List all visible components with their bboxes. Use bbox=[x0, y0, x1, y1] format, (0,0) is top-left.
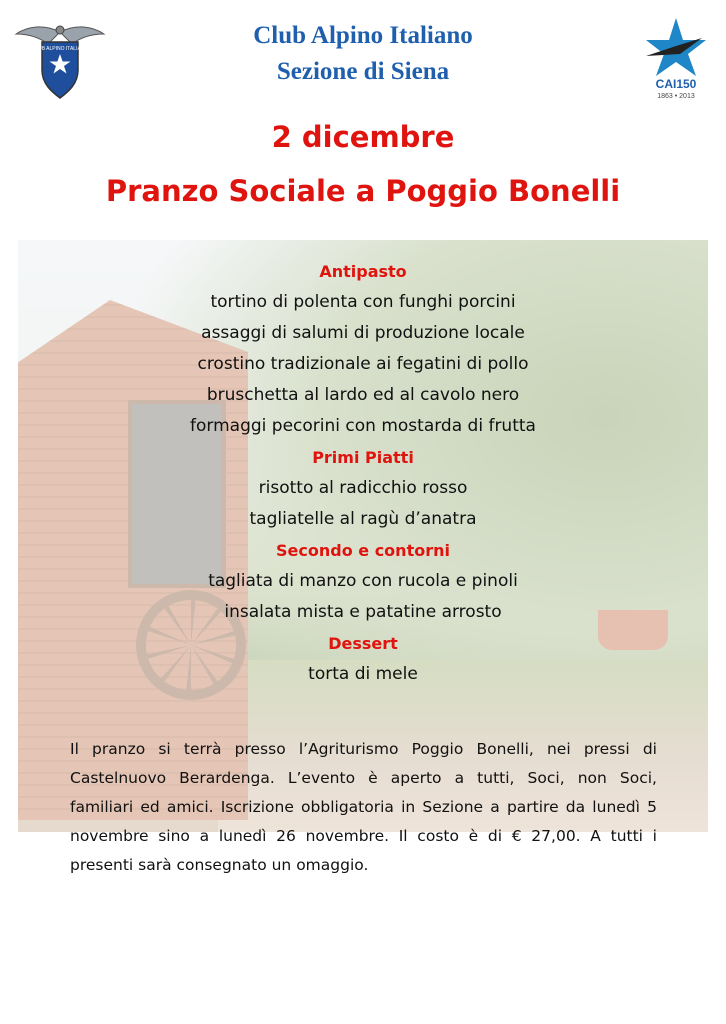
menu-item: formaggi pecorini con mostarda di frutta bbox=[190, 416, 536, 436]
menu-item: tagliata di manzo con rucola e pinoli bbox=[208, 571, 518, 591]
event-title: Pranzo Sociale a Poggio Bonelli bbox=[105, 174, 621, 208]
info-text-line: Il pranzo si terrà presso l’Agriturismo Poggio Bonelli, nei pressi di bbox=[70, 740, 657, 758]
menu-section-heading: Secondo e contorni bbox=[276, 541, 450, 560]
cai-logo-text: CLUB ALPINO ITALIANO bbox=[31, 46, 89, 52]
info-text-line: presenti sarà consegnato un omaggio. bbox=[70, 856, 369, 874]
info-text-line: familiari ed amici. Iscrizione obbligatoria in Sezione a partire da lunedì 5 bbox=[70, 798, 657, 816]
info-text-line: novembre sino a lunedì 26 novembre. Il costo è di € 27,00. A tutti i bbox=[70, 827, 657, 845]
menu-item: assaggi di salumi di produzione locale bbox=[201, 323, 525, 343]
menu-item: crostino tradizionale ai fegatini di pollo bbox=[197, 354, 529, 374]
menu-section-heading: Dessert bbox=[328, 634, 398, 653]
menu-item: risotto al radicchio rosso bbox=[258, 478, 468, 498]
header bbox=[0, 0, 726, 110]
section-name: Sezione di Siena bbox=[276, 58, 450, 85]
cai150-brand-text: CAI150 bbox=[655, 77, 697, 91]
menu-item: tagliatelle al ragù d’anatra bbox=[249, 509, 477, 529]
cai150-logo bbox=[636, 16, 716, 100]
event-date: 2 dicembre bbox=[271, 120, 455, 154]
menu-item: insalata mista e patatine arrosto bbox=[224, 602, 502, 622]
menu-item: torta di mele bbox=[308, 664, 418, 684]
club-name: Club Alpino Italiano bbox=[253, 22, 473, 49]
event-info-paragraph bbox=[70, 735, 657, 880]
cai150-years-text: 1863 • 2013 bbox=[657, 93, 695, 100]
menu-item: bruschetta al lardo ed al cavolo nero bbox=[206, 385, 520, 405]
menu-section-heading: Antipasto bbox=[319, 262, 407, 281]
menu-item: tortino di polenta con funghi porcini bbox=[210, 292, 516, 312]
info-text-line: Castelnuovo Berardenga. L’evento è aperto a tutti, Soci, non Soci, bbox=[70, 769, 657, 787]
menu-section-heading: Primi Piatti bbox=[312, 448, 414, 467]
menu bbox=[0, 256, 726, 690]
